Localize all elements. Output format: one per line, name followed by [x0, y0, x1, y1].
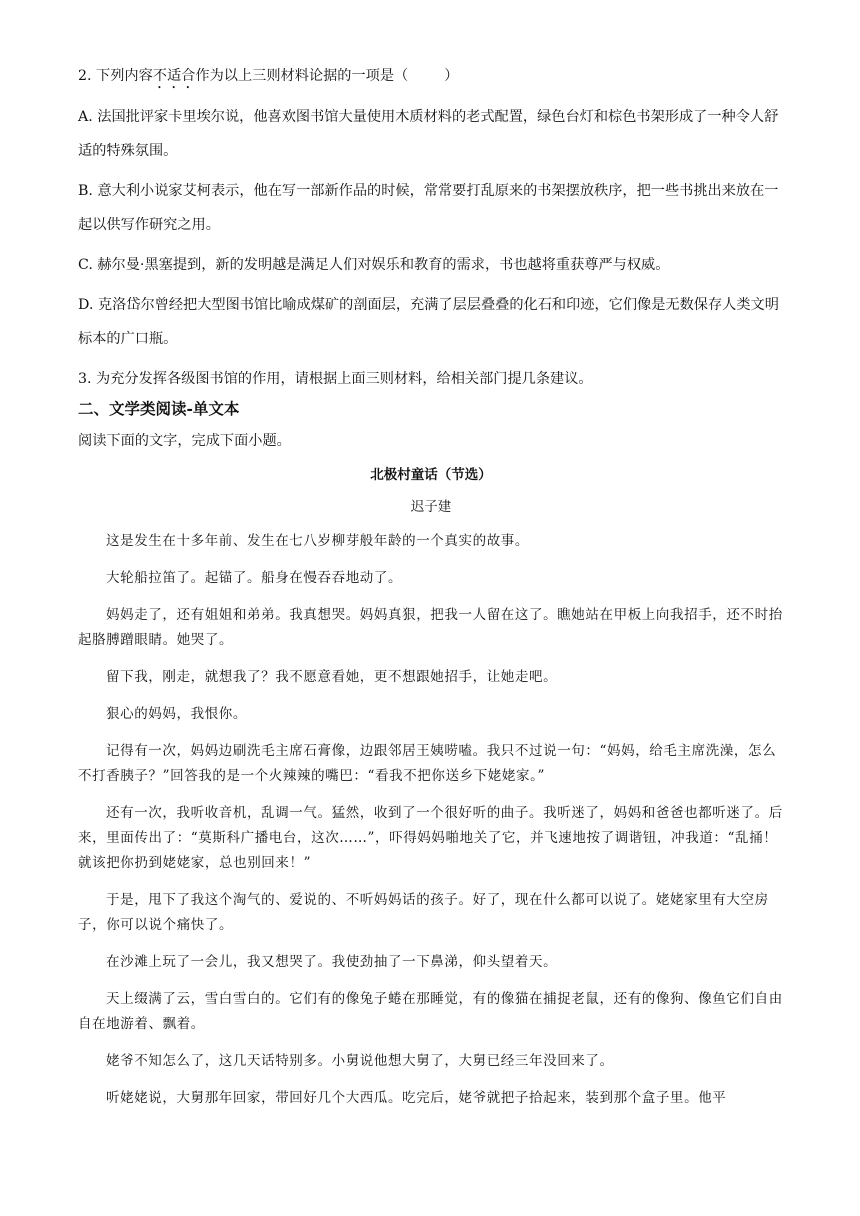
option-d: D. 克洛岱尔曾经把大型图书馆比喻成煤矿的剖面层，充满了层层叠叠的化石和印迹，它们像是无数保存人类文明标本的广口瓶。	[78, 297, 779, 347]
story-paragraph: 留下我，刚走，就想我了？我不愿意看她，更不想跟她招手，让她走吧。	[106, 669, 558, 685]
option-a: A. 法国批评家卡里埃尔说，他喜欢图书馆大量使用木质材料的老式配置，绿色台灯和棕色书架形成了一种令人舒适的特殊氛围。	[78, 109, 779, 159]
question-2-emphasis: 不适合	[152, 68, 196, 84]
story-title: 北极村童话（节选）	[370, 467, 492, 483]
story-paragraph: 在沙滩上玩了一会儿，我又想哭了。我使劲抽了一下鼻涕，仰头望着天。	[106, 954, 558, 970]
story-paragraph: 姥爷不知怎么了，这几天话特别多。小舅说他想大舅了，大舅已经三年没回来了。	[106, 1053, 614, 1069]
question-2-stem	[78, 66, 784, 92]
story-paragraph: 听姥姥说，大舅那年回家，带回好几个大西瓜。吃完后，姥爷就把子拾起来，装到那个盒子里。他平	[106, 1090, 727, 1106]
section-heading: 二、文学类阅读-单文本	[78, 399, 240, 418]
question-3: 3. 为充分发挥各级图书馆的作用，请根据上面三则材料，给相关部门提几条建议。	[78, 371, 593, 387]
story-author: 迟子建	[410, 499, 452, 515]
story-body	[78, 529, 784, 1111]
story-paragraph: 狠心的妈妈，我恨你。	[106, 706, 247, 722]
reading-instruction: 阅读下面的文字，完成下面小题。	[78, 433, 291, 449]
option-b: B. 意大利小说家艾柯表示，他在写一部新作品的时候，常常要打乱原来的书架摆放秩序，把一些书挑出来放在一起以供写作研究之用。	[78, 183, 779, 233]
option-c: C. 赫尔曼·黑塞提到，新的发明越是满足人们对娱乐和教育的需求，书也越将重获尊严与权威。	[78, 257, 670, 273]
document-page	[78, 66, 784, 1123]
story-paragraph: 于是，甩下了我这个淘气的、爱说的、不听妈妈话的孩子。好了，现在什么都可以说了。姥姥家里有大空房子，你可以说个痛快了。	[78, 892, 769, 933]
story-paragraph: 这是发生在十多年前、发生在七八岁柳芽般年龄的一个真实的故事。	[106, 533, 529, 549]
story-paragraph: 天上缀满了云，雪白雪白的。它们有的像兔子蜷在那睡觉，有的像猫在捕捉老鼠，还有的像狗、像鱼它们自由自在地游着、飘着。	[78, 991, 783, 1032]
question-2-text-cont: 作为以上三则材料论据的一项是（	[195, 68, 409, 84]
story-paragraph: 记得有一次，妈妈边刷洗毛主席石膏像，边跟邻居王姨唠嗑。我只不过说一句：“妈妈，给毛主席洗澡，怎么不打香胰子？”回答我的是一个火辣辣的嘴巴：“看我不把你送乡下姥姥家。”	[78, 743, 777, 784]
question-2-text: 2. 下列内容	[78, 68, 153, 84]
question-2-close: ）	[444, 68, 459, 84]
story-paragraph: 妈妈走了，还有姐姐和弟弟。我真想哭。妈妈真狠，把我一人留在这了。瞧她站在甲板上向我招手，还不时抬起胳膊蹭眼睛。她哭了。	[78, 607, 783, 648]
story-paragraph: 还有一次，我听收音机，乱调一气。猛然，收到了一个很好听的曲子。我听迷了，妈妈和爸爸也都听迷了。后来，里面传出了：“莫斯科广播电台，这次……”，吓得妈妈啪地关了它，并飞速地按了调谐钮，冲我道：“乱捅！就该把你扔到姥姥家，总也别回来！”	[78, 805, 783, 871]
story-paragraph: 大轮船拉笛了。起锚了。船身在慢吞吞地动了。	[106, 570, 403, 586]
